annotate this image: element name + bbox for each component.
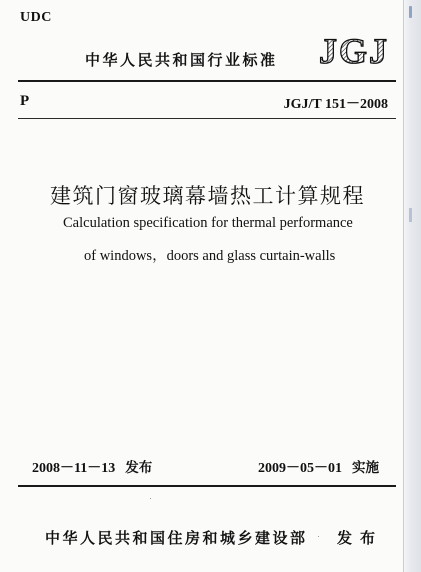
implement-info	[258, 456, 379, 477]
bottom-rule	[18, 485, 396, 487]
title-chinese: 建筑门窗玻璃幕墙热工计算规程	[50, 184, 365, 208]
svg-text:JGJ: JGJ	[318, 33, 390, 67]
implement-label: 实施	[352, 460, 379, 476]
title-english-line2: of windows，doors and glass curtain-walls	[84, 248, 336, 264]
release-label: 发布	[125, 460, 153, 476]
release-info	[32, 456, 152, 477]
classification-letter: P	[20, 93, 30, 109]
title-english-line1: Calculation specification for thermal performance	[63, 215, 353, 231]
scan-edge-mark	[409, 6, 412, 18]
top-rule	[18, 80, 396, 82]
release-date: 2008－11－13	[32, 461, 116, 476]
scan-speck	[318, 536, 319, 537]
udc-label: UDC	[20, 10, 52, 25]
standard-number: JGJ/T 151－2008	[283, 97, 388, 112]
jgj-logo	[318, 33, 390, 67]
publisher: 中华人民共和国住房和城乡建设部	[45, 529, 308, 547]
code-rule	[18, 118, 396, 119]
implement-date: 2009－05－01	[258, 461, 342, 476]
scan-speck	[150, 498, 151, 499]
issuing-category: 中华人民共和国行业标准	[85, 51, 278, 69]
scan-edge-strip	[404, 0, 421, 572]
publish-label: 发布	[337, 529, 384, 547]
scan-edge-tick	[409, 208, 412, 222]
